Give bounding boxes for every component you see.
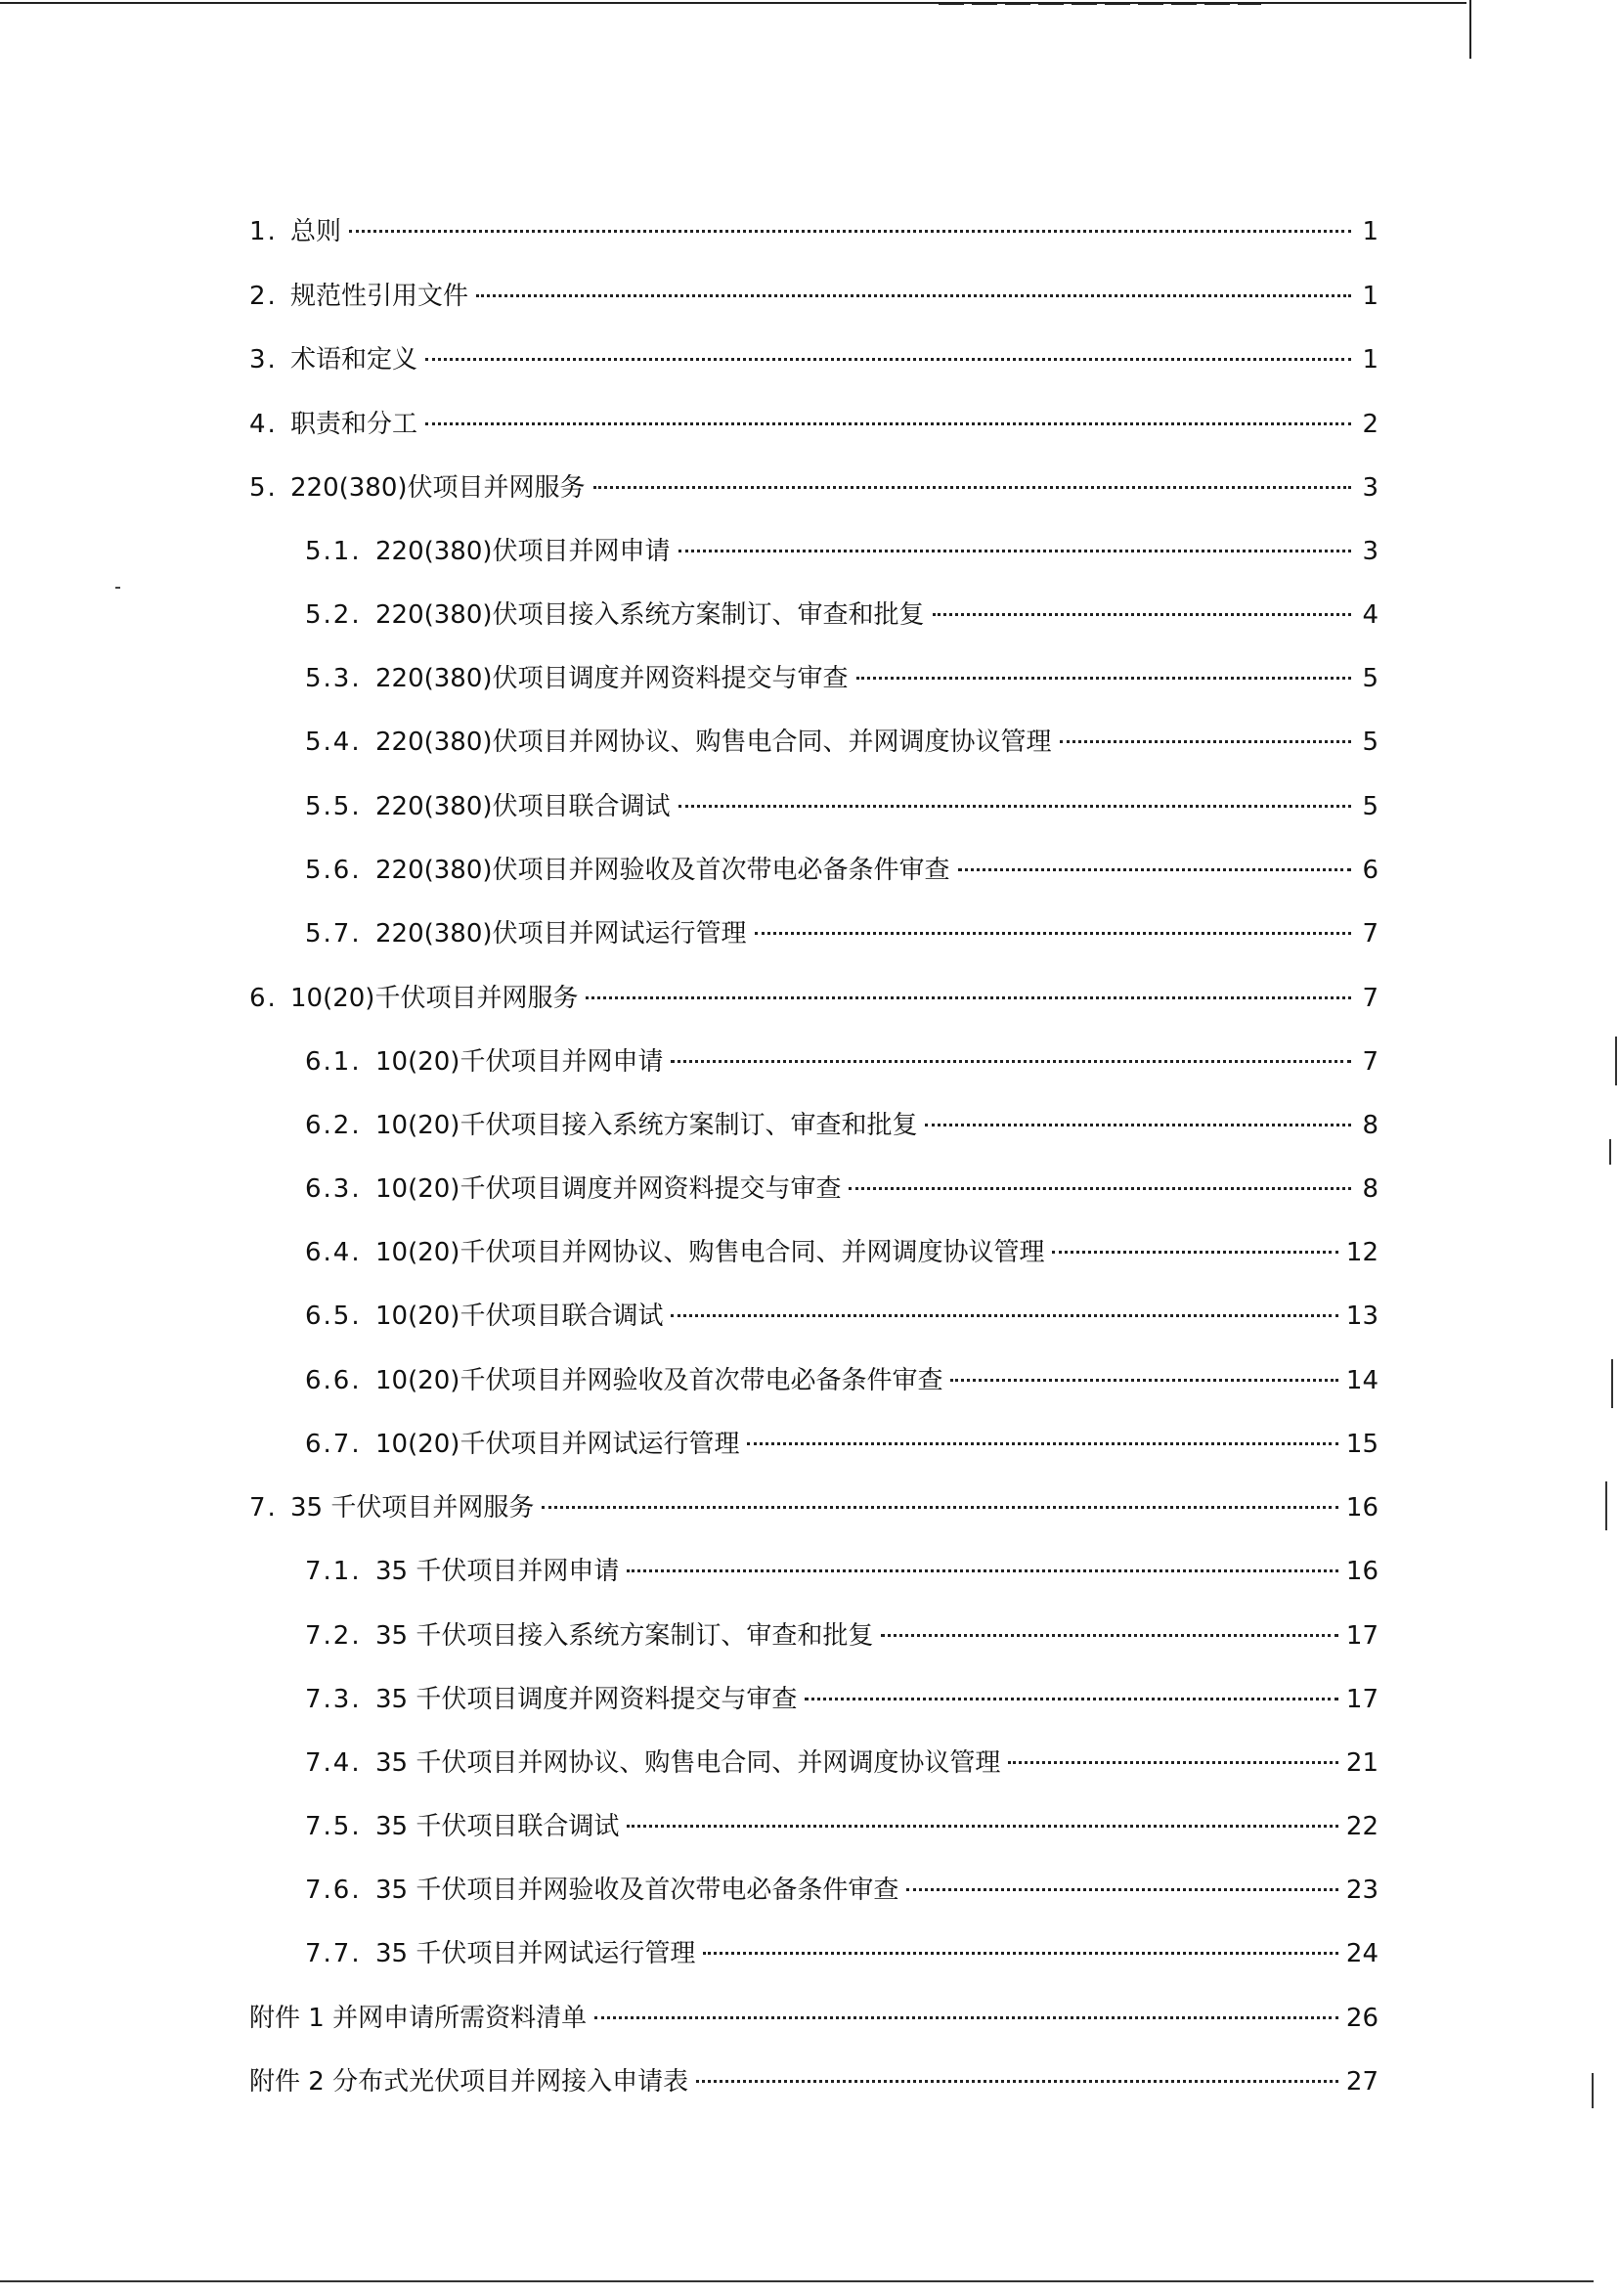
toc-title: 220(380)伏项目联合调试 [375, 792, 671, 821]
toc-entry[interactable] [305, 1361, 1378, 1400]
scan-margin-mark [1615, 1037, 1617, 1085]
toc-title: 10(20)千伏项目并网申请 [375, 1047, 664, 1077]
toc-title: 35 千伏项目联合调试 [375, 1812, 620, 1841]
toc-title: 附件 2 分布式光伏项目并网接入申请表 [249, 2067, 689, 2097]
toc-page-number: 1 [1362, 345, 1378, 375]
toc-leader [856, 677, 1351, 680]
toc-title: 220(380)伏项目接入系统方案制订、审查和批复 [375, 600, 925, 630]
toc-number: 7.7. [305, 1939, 362, 1968]
toc-title: 35 千伏项目并网申请 [375, 1557, 620, 1586]
toc-leader [586, 996, 1351, 999]
toc-page-number: 15 [1345, 1430, 1378, 1459]
toc-entry[interactable] [305, 851, 1378, 890]
toc-page-number: 7 [1362, 1047, 1378, 1077]
toc-number: 5. [249, 473, 278, 503]
toc-entry[interactable] [305, 723, 1378, 762]
toc-title: 220(380)伏项目并网服务 [290, 473, 586, 503]
toc-title: 35 千伏项目并网服务 [290, 1493, 535, 1523]
toc-entry[interactable] [249, 277, 1378, 316]
toc-entry[interactable] [305, 1425, 1378, 1464]
toc-leader [1060, 740, 1351, 743]
toc-entry[interactable] [305, 1934, 1378, 1973]
toc-title: 10(20)千伏项目并网试运行管理 [375, 1430, 740, 1459]
toc-number: 5.3. [305, 664, 362, 693]
toc-page-number: 8 [1362, 1111, 1378, 1140]
toc-number: 5.4. [305, 728, 362, 757]
toc-entry[interactable] [305, 1042, 1378, 1082]
toc-entry[interactable] [249, 468, 1378, 508]
toc-leader [950, 1379, 1337, 1382]
toc-title: 220(380)伏项目并网协议、购售电合同、并网调度协议管理 [375, 728, 1052, 757]
toc-leader [349, 230, 1351, 233]
toc-number: 6.5. [305, 1302, 362, 1331]
toc-page-number: 5 [1362, 728, 1378, 757]
toc-title: 35 千伏项目调度并网资料提交与审查 [375, 1685, 798, 1714]
toc-page-number: 5 [1362, 792, 1378, 821]
toc-page-number: 3 [1362, 537, 1378, 566]
scan-stray-mark [115, 587, 120, 589]
toc-leader [425, 358, 1351, 361]
toc-title: 35 千伏项目并网试运行管理 [375, 1939, 696, 1968]
toc-page-number: 24 [1345, 1939, 1378, 1968]
toc-leader [671, 1060, 1351, 1063]
toc-number: 7.5. [305, 1812, 362, 1841]
toc-entry[interactable] [305, 787, 1378, 826]
toc-entry[interactable] [305, 1170, 1378, 1209]
toc-leader [593, 486, 1351, 489]
toc-number: 6.4. [305, 1238, 362, 1267]
toc-number: 7.3. [305, 1685, 362, 1714]
toc-title: 10(20)千伏项目调度并网资料提交与审查 [375, 1174, 842, 1204]
toc-title: 附件 1 并网申请所需资料清单 [249, 2004, 588, 2033]
toc-entry[interactable] [305, 596, 1378, 635]
toc-number: 7. [249, 1493, 278, 1523]
toc-page-number: 17 [1345, 1685, 1378, 1714]
toc-title: 220(380)伏项目并网申请 [375, 537, 671, 566]
toc-leader [881, 1634, 1338, 1637]
toc-page-number: 22 [1345, 1812, 1378, 1841]
toc-number: 7.4. [305, 1748, 362, 1778]
scan-margin-mark [1611, 1359, 1613, 1408]
toc-entry[interactable] [305, 1297, 1378, 1336]
toc-title: 总则 [290, 217, 342, 246]
toc-title: 10(20)千伏项目联合调试 [375, 1302, 664, 1331]
toc-title: 规范性引用文件 [290, 282, 469, 311]
toc-page-number: 8 [1362, 1174, 1378, 1204]
toc-leader [627, 1825, 1338, 1828]
toc-title: 10(20)千伏项目并网服务 [290, 984, 579, 1013]
toc-page-number: 4 [1362, 600, 1378, 630]
toc-page-number: 3 [1362, 473, 1378, 503]
toc-leader [958, 868, 1351, 871]
toc-leader [627, 1569, 1338, 1572]
toc-title: 35 千伏项目并网协议、购售电合同、并网调度协议管理 [375, 1748, 1001, 1778]
toc-number: 6.7. [305, 1430, 362, 1459]
toc-number: 4. [249, 410, 278, 439]
toc-leader [678, 805, 1351, 808]
toc-leader [925, 1124, 1351, 1126]
toc-number: 6.3. [305, 1174, 362, 1204]
toc-leader [755, 932, 1351, 935]
toc-page-number: 6 [1362, 856, 1378, 885]
toc-leader [671, 1314, 1337, 1317]
scan-bottom-rule [0, 2280, 1594, 2282]
toc-entry[interactable] [305, 1106, 1378, 1145]
toc-entry[interactable] [305, 1233, 1378, 1272]
toc-title: 职责和分工 [290, 410, 418, 439]
scan-margin-mark [1592, 2073, 1594, 2108]
scan-top-dash [939, 2, 1261, 5]
toc-number: 5.5. [305, 792, 362, 821]
toc-page-number: 2 [1362, 410, 1378, 439]
scan-right-edge [1469, 0, 1471, 59]
toc-leader [703, 1952, 1338, 1955]
toc-entry[interactable] [305, 659, 1378, 698]
toc-page-number: 16 [1345, 1493, 1378, 1523]
toc-page-number: 7 [1362, 984, 1378, 1013]
toc-entry-appendix[interactable] [249, 1999, 1378, 2038]
toc-entry[interactable] [249, 212, 1378, 251]
toc-title: 35 千伏项目并网验收及首次带电必备条件审查 [375, 1876, 899, 1905]
scan-margin-mark [1609, 1139, 1611, 1165]
toc-page-number: 23 [1345, 1876, 1378, 1905]
toc-entry[interactable] [249, 340, 1378, 379]
toc-number: 7.1. [305, 1557, 362, 1586]
toc-page-number: 16 [1345, 1557, 1378, 1586]
toc-leader [542, 1506, 1338, 1509]
toc-number: 5.2. [305, 600, 362, 630]
toc-entry[interactable] [305, 1616, 1378, 1656]
toc-entry[interactable] [305, 1680, 1378, 1719]
toc-entry[interactable] [249, 979, 1378, 1018]
toc-entry[interactable] [305, 1807, 1378, 1846]
toc-number: 6.2. [305, 1111, 362, 1140]
toc-title: 10(20)千伏项目接入系统方案制订、审查和批复 [375, 1111, 918, 1140]
toc-page-number: 27 [1345, 2067, 1378, 2097]
toc-number: 1. [249, 217, 278, 246]
toc-page-number: 12 [1345, 1238, 1378, 1267]
toc-number: 6. [249, 984, 278, 1013]
toc-title: 220(380)伏项目并网试运行管理 [375, 919, 747, 949]
toc-number: 7.2. [305, 1621, 362, 1651]
scan-margin-mark [1605, 1481, 1607, 1530]
toc-leader [1052, 1251, 1337, 1254]
toc-number: 5.1. [305, 537, 362, 566]
toc-leader [594, 2016, 1338, 2019]
toc-entry-appendix[interactable] [249, 2062, 1378, 2101]
toc-title: 220(380)伏项目并网验收及首次带电必备条件审查 [375, 856, 950, 885]
toc-entry[interactable] [249, 405, 1378, 444]
toc-number: 6.1. [305, 1047, 362, 1077]
toc-page-number: 1 [1362, 217, 1378, 246]
toc-page-number: 21 [1345, 1748, 1378, 1778]
toc-leader [425, 422, 1351, 425]
toc-entry[interactable] [305, 1871, 1378, 1910]
toc-entry[interactable] [305, 1744, 1378, 1783]
toc-leader [678, 550, 1351, 552]
toc-number: 6.6. [305, 1366, 362, 1395]
toc-title: 220(380)伏项目调度并网资料提交与审查 [375, 664, 849, 693]
toc-leader [1008, 1761, 1338, 1764]
toc-number: 2. [249, 282, 278, 311]
toc-number: 5.6. [305, 856, 362, 885]
toc-leader [696, 2080, 1338, 2083]
toc-leader [805, 1698, 1338, 1700]
toc-entry[interactable] [305, 1552, 1378, 1591]
toc-number: 7.6. [305, 1876, 362, 1905]
toc-title: 35 千伏项目接入系统方案制订、审查和批复 [375, 1621, 874, 1651]
toc-number: 3. [249, 345, 278, 375]
toc-entry[interactable] [305, 532, 1378, 571]
toc-page-number: 14 [1345, 1366, 1378, 1395]
toc-entry[interactable] [249, 1488, 1378, 1527]
toc-leader [747, 1442, 1337, 1445]
toc-entry[interactable] [305, 914, 1378, 953]
toc-page-number: 5 [1362, 664, 1378, 693]
toc-number: 5.7. [305, 919, 362, 949]
toc-title: 10(20)千伏项目并网协议、购售电合同、并网调度协议管理 [375, 1238, 1045, 1267]
toc-leader [906, 1888, 1338, 1891]
toc-page-number: 7 [1362, 919, 1378, 949]
toc-leader [849, 1187, 1351, 1190]
toc-title: 术语和定义 [290, 345, 418, 375]
toc-title: 10(20)千伏项目并网验收及首次带电必备条件审查 [375, 1366, 943, 1395]
toc-page-number: 26 [1345, 2004, 1378, 2033]
toc-page-number: 17 [1345, 1621, 1378, 1651]
toc-leader [476, 294, 1351, 297]
toc-leader [933, 613, 1351, 616]
toc-page-number: 13 [1345, 1302, 1378, 1331]
toc-page-number: 1 [1362, 282, 1378, 311]
